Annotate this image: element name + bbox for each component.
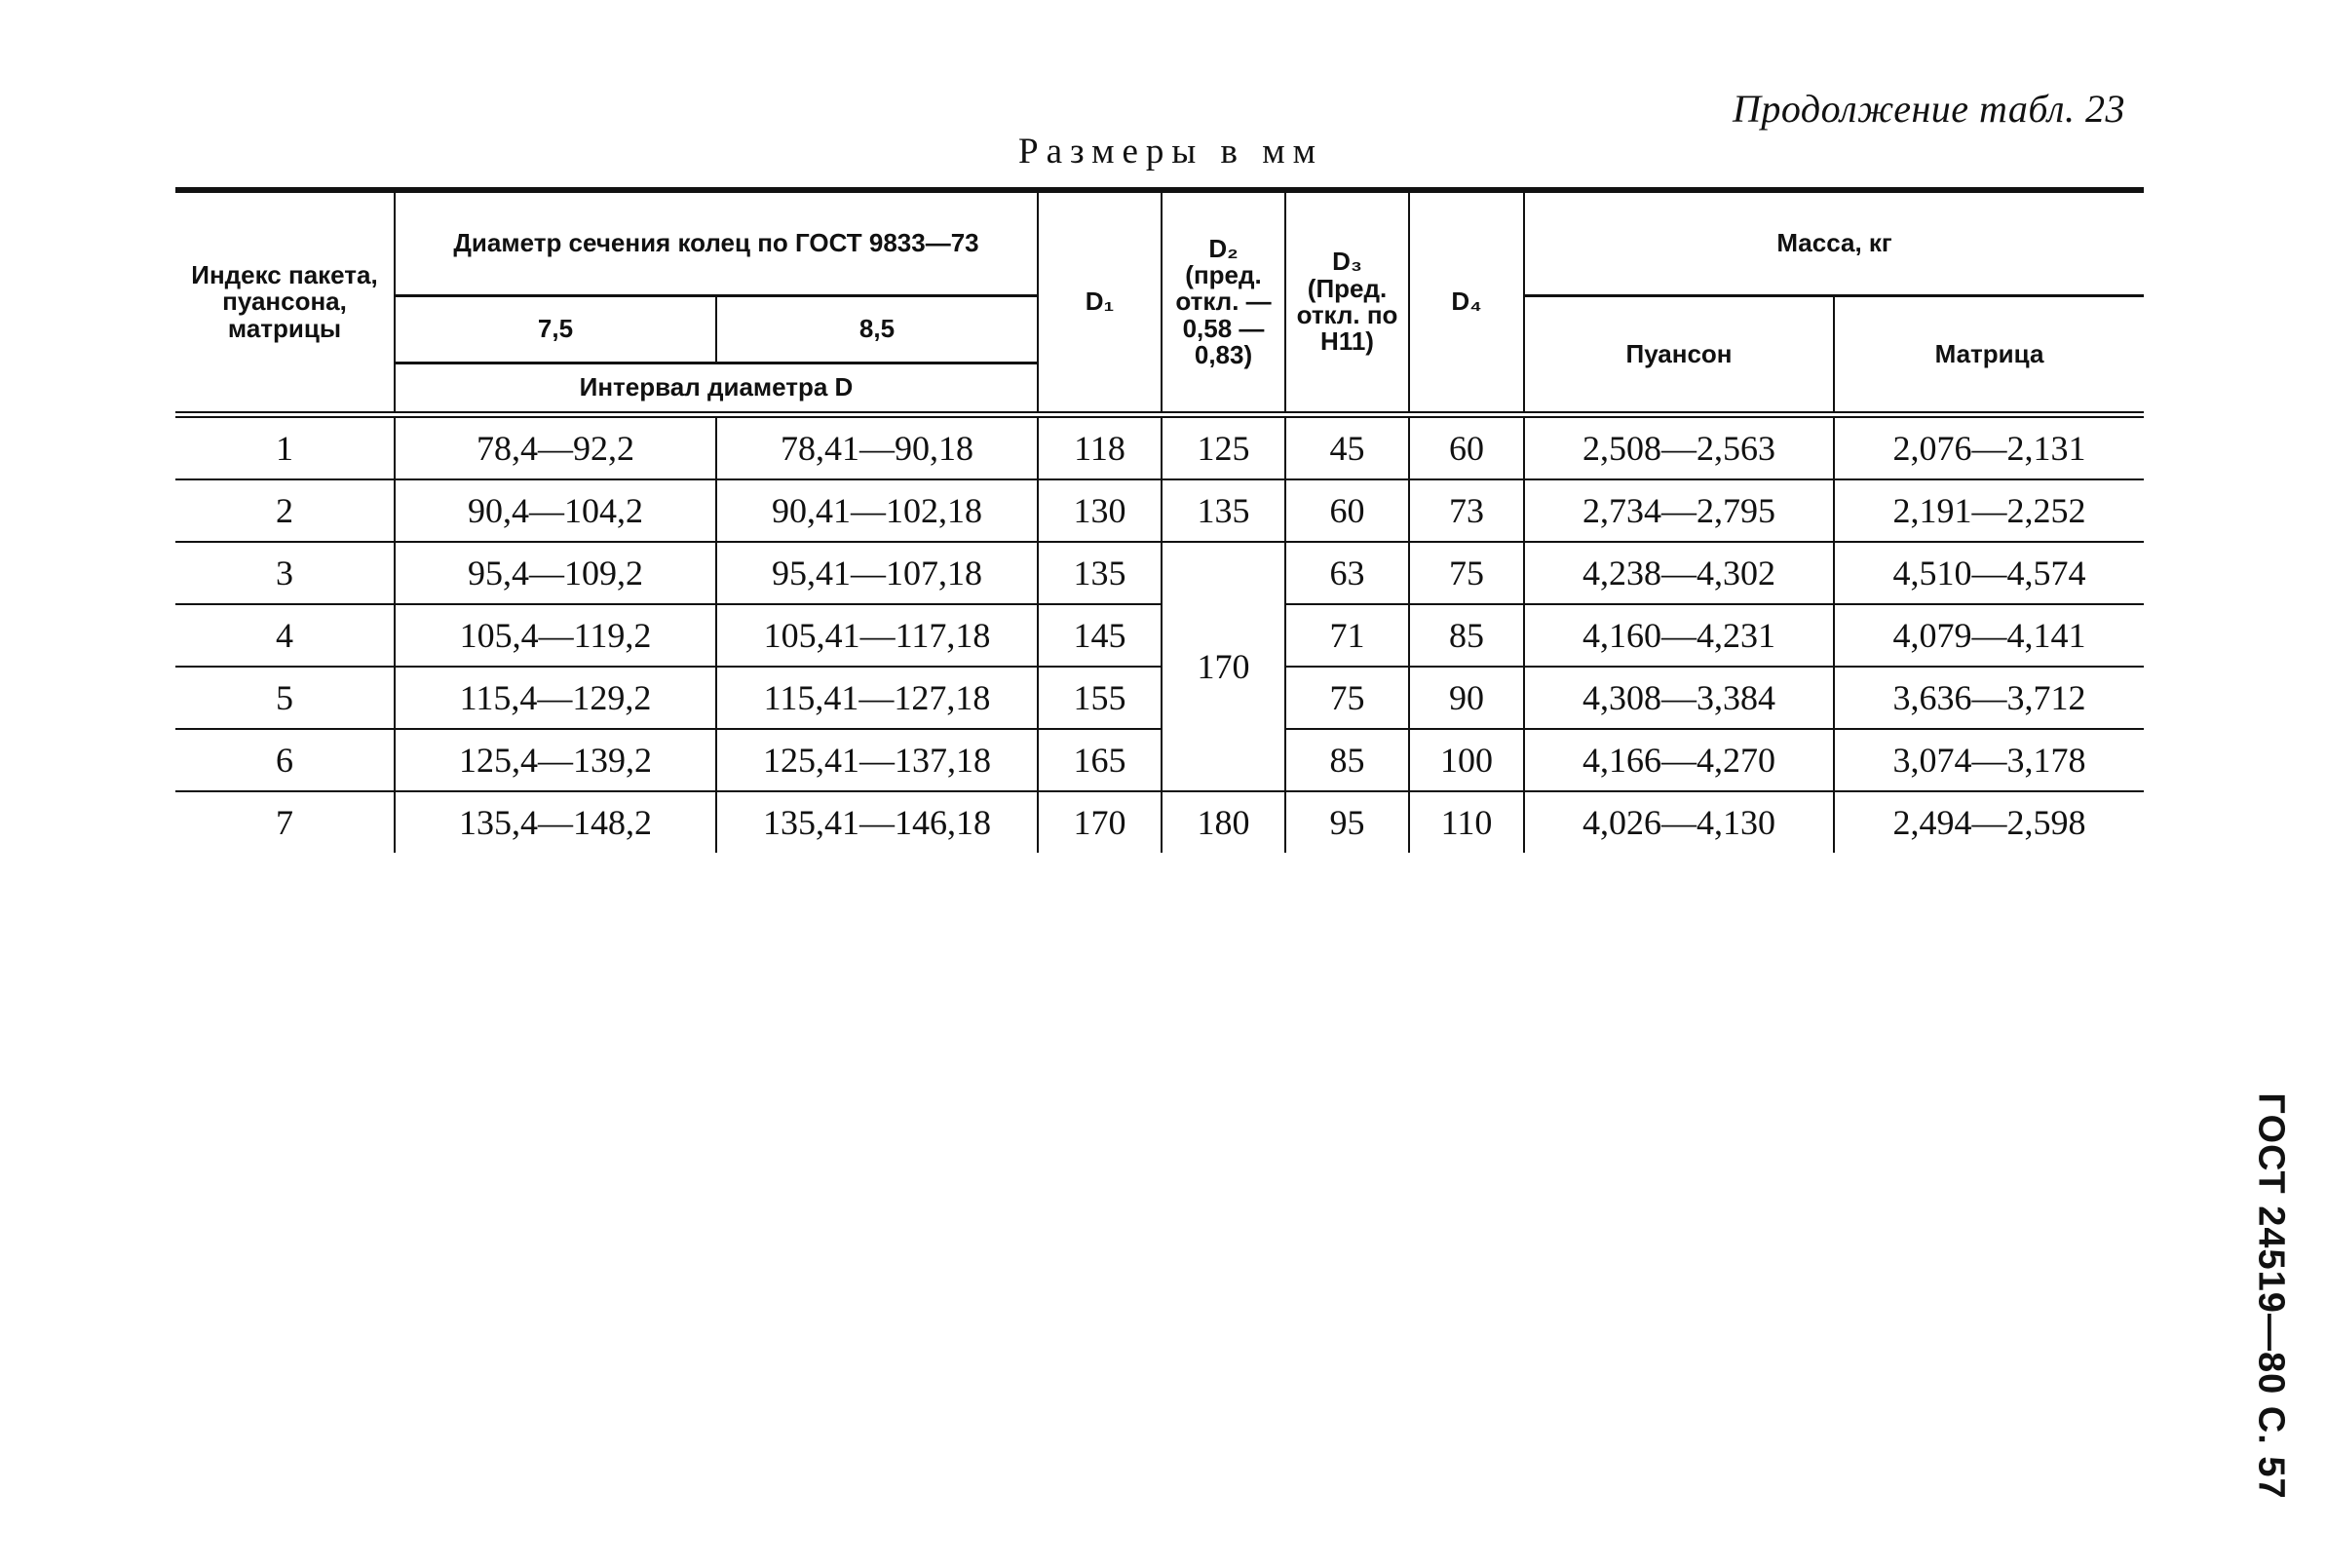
table-header (175, 190, 2144, 415)
table-row (175, 791, 2144, 853)
cell-d3: 85 (1285, 729, 1409, 791)
header-d85: 8,5 (716, 296, 1038, 363)
cell-d75: 115,4—129,2 (395, 667, 716, 729)
cell-d4: 110 (1409, 791, 1524, 853)
header-mass: Масса, кг (1524, 190, 2144, 296)
cell-index: 6 (175, 729, 395, 791)
table-row (175, 604, 2144, 667)
cell-index: 4 (175, 604, 395, 667)
cell-index: 1 (175, 415, 395, 480)
cell-punch: 4,166—4,270 (1524, 729, 1834, 791)
cell-d85: 135,41—146,18 (716, 791, 1038, 853)
cell-index: 5 (175, 667, 395, 729)
cell-punch: 2,734—2,795 (1524, 479, 1834, 542)
cell-d85: 90,41—102,18 (716, 479, 1038, 542)
units-note: Размеры в мм (1018, 132, 1324, 172)
cell-d2: 135 (1162, 479, 1285, 542)
cell-d3: 95 (1285, 791, 1409, 853)
cell-die: 3,074—3,178 (1834, 729, 2144, 791)
cell-d1: 118 (1038, 415, 1162, 480)
standard-page-number: ГОСТ 24519—80 С. 57 (2250, 1092, 2292, 1500)
cell-d1: 135 (1038, 542, 1162, 604)
dimensions-table (175, 187, 2144, 853)
cell-d85: 78,41—90,18 (716, 415, 1038, 480)
cell-d1: 130 (1038, 479, 1162, 542)
cell-d75: 135,4—148,2 (395, 791, 716, 853)
header-d75: 7,5 (395, 296, 716, 363)
page-side-label (2241, 1092, 2300, 1500)
cell-d3: 45 (1285, 415, 1409, 480)
cell-die: 4,510—4,574 (1834, 542, 2144, 604)
cell-d2-merged: 170 (1162, 542, 1285, 791)
cell-d2: 180 (1162, 791, 1285, 853)
cell-d2: 125 (1162, 415, 1285, 480)
table-row (175, 542, 2144, 604)
cell-index: 3 (175, 542, 395, 604)
cell-d3: 63 (1285, 542, 1409, 604)
cell-die: 3,636—3,712 (1834, 667, 2144, 729)
header-punch: Пуансон (1524, 296, 1834, 415)
cell-d3: 60 (1285, 479, 1409, 542)
cell-d75: 105,4—119,2 (395, 604, 716, 667)
table-row (175, 415, 2144, 480)
cell-punch: 2,508—2,563 (1524, 415, 1834, 480)
cell-d85: 95,41—107,18 (716, 542, 1038, 604)
table-body (175, 415, 2144, 854)
cell-die: 4,079—4,141 (1834, 604, 2144, 667)
header-interval: Интервал диаметра D (395, 363, 1038, 415)
cell-d1: 165 (1038, 729, 1162, 791)
cell-d4: 85 (1409, 604, 1524, 667)
header-d3: D₃ (Пред. откл. по H11) (1285, 190, 1409, 415)
cell-d75: 95,4—109,2 (395, 542, 716, 604)
header-ring-diameter: Диаметр сечения колец по ГОСТ 9833—73 (395, 190, 1038, 296)
cell-d1: 145 (1038, 604, 1162, 667)
cell-punch: 4,160—4,231 (1524, 604, 1834, 667)
cell-d85: 115,41—127,18 (716, 667, 1038, 729)
cell-d4: 75 (1409, 542, 1524, 604)
cell-d1: 170 (1038, 791, 1162, 853)
cell-die: 2,191—2,252 (1834, 479, 2144, 542)
cell-d4: 90 (1409, 667, 1524, 729)
cell-d75: 78,4—92,2 (395, 415, 716, 480)
cell-d4: 60 (1409, 415, 1524, 480)
cell-d3: 75 (1285, 667, 1409, 729)
header-index: Индекс пакета, пуансона, матрицы (175, 190, 395, 415)
table-caption: Продолжение табл. 23 (1732, 87, 2125, 131)
cell-d4: 73 (1409, 479, 1524, 542)
cell-d3: 71 (1285, 604, 1409, 667)
cell-die: 2,076—2,131 (1834, 415, 2144, 480)
cell-punch: 4,238—4,302 (1524, 542, 1834, 604)
cell-index: 2 (175, 479, 395, 542)
cell-d75: 90,4—104,2 (395, 479, 716, 542)
cell-d85: 125,41—137,18 (716, 729, 1038, 791)
cell-d1: 155 (1038, 667, 1162, 729)
header-die: Матрица (1834, 296, 2144, 415)
cell-d75: 125,4—139,2 (395, 729, 716, 791)
header-d2: D₂ (пред. откл. —0,58 —0,83) (1162, 190, 1285, 415)
cell-d85: 105,41—117,18 (716, 604, 1038, 667)
cell-index: 7 (276, 803, 293, 842)
table-row (175, 479, 2144, 542)
table-row (175, 729, 2144, 791)
table-row (175, 667, 2144, 729)
header-d4: D₄ (1409, 190, 1524, 415)
cell-punch: 4,026—4,130 (1524, 791, 1834, 853)
cell-punch: 4,308—3,384 (1524, 667, 1834, 729)
header-d1: D₁ (1038, 190, 1162, 415)
cell-die: 2,494—2,598 (1834, 791, 2144, 853)
cell-d4: 100 (1409, 729, 1524, 791)
